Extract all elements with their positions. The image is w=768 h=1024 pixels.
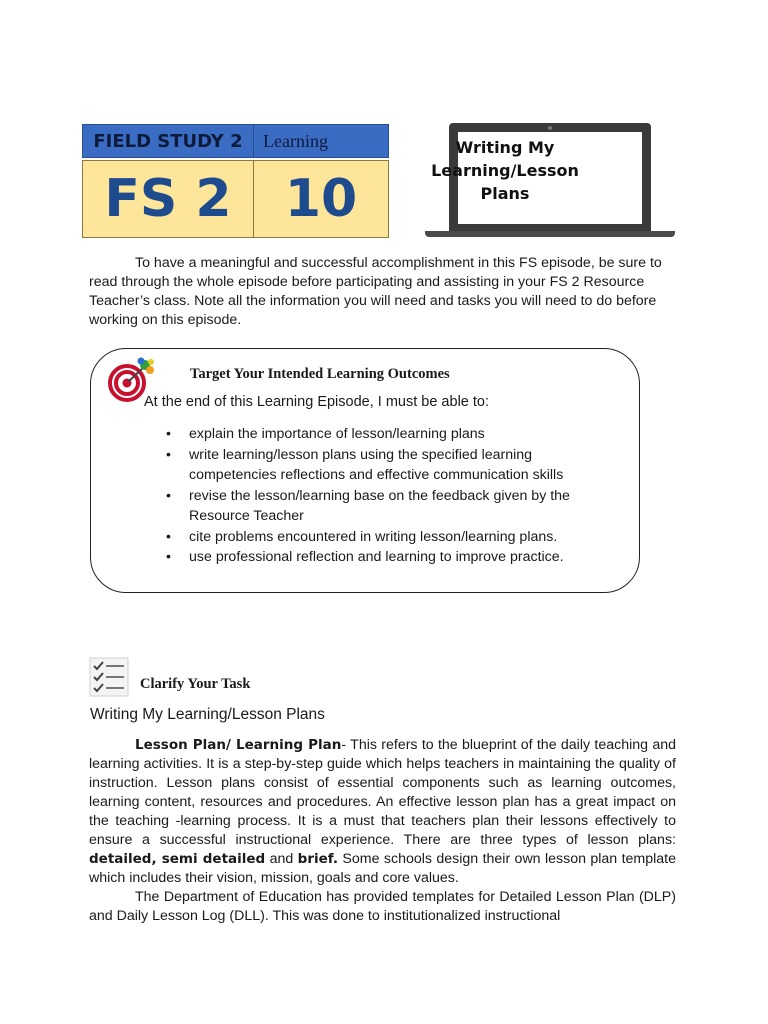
lesson-plan-term: Lesson Plan/ Learning Plan	[135, 737, 342, 753]
list-item: • use professional reflection and learning to improve practice.	[166, 547, 606, 568]
course-label: FIELD STUDY 2	[82, 124, 254, 158]
episode-header	[82, 124, 389, 238]
outcomes-list	[166, 424, 606, 568]
episode-title-line1: Writing My	[455, 138, 555, 157]
section-title: Writing My Learning/Lesson Plans	[90, 706, 325, 723]
lesson-plan-end: Some schools design their own lesson plan template which includes their vision, mission, goals and core values.	[89, 851, 676, 886]
lesson-plan-types: detailed, semi detailed	[89, 851, 266, 867]
episode-title-line2: Learning/Lesson	[431, 161, 579, 180]
deped-paragraph: The Department of Education has provided templates for Detailed Lesson Plan (DLP) and Daily Lesson Log (DLL). This was done to institutionalized instructional	[89, 889, 676, 924]
lesson-plan-text: - This refers to the blueprint of the daily teaching and learning activities. It is a step-by-step guide which helps teachers in maintaining the quality of instruction. Lesson plans consist of essential components such as learning outcomes, learning content, resources and procedures. An effective lesson plan has a great impact on the teaching -learning process. It is a must that teachers plan their lessons effectively to ensure a successful instructional experience. There are three types of lesson plans:	[89, 737, 676, 848]
list-item: • revise the lesson/learning base on the feedback given by the Resource Teacher	[166, 486, 606, 527]
episode-title	[425, 136, 585, 205]
lesson-plan-brief: brief.	[297, 851, 339, 867]
list-item: • cite problems encountered in writing lesson/learning plans.	[166, 527, 606, 548]
list-item: • explain the importance of lesson/learning plans	[166, 424, 606, 445]
clarify-title: Clarify Your Task	[140, 676, 251, 692]
episode-title-line3: Plans	[480, 184, 530, 203]
list-item: • write learning/lesson plans using the specified learning competencies reflections and effective communication skills	[166, 445, 606, 486]
outcomes-title: Target Your Intended Learning Outcomes	[190, 366, 450, 382]
checklist-icon	[89, 657, 129, 697]
course-code: FS 2	[82, 160, 254, 238]
lesson-plan-paragraph	[89, 736, 676, 926]
intro-paragraph	[89, 254, 675, 330]
outcomes-lead: At the end of this Learning Episode, I must be able to:	[144, 394, 489, 410]
intro-text: To have a meaningful and successful accomplishment in this FS episode, be sure to read through the whole episode before participating and assisting in your FS 2 Resource Teacher’s class. Note all the information you will need and tasks you will need to do before working on this episode.	[89, 255, 662, 328]
lesson-plan-and: and	[265, 851, 298, 867]
episode-number: 10	[254, 160, 389, 238]
topic-label: Learning	[254, 124, 389, 158]
